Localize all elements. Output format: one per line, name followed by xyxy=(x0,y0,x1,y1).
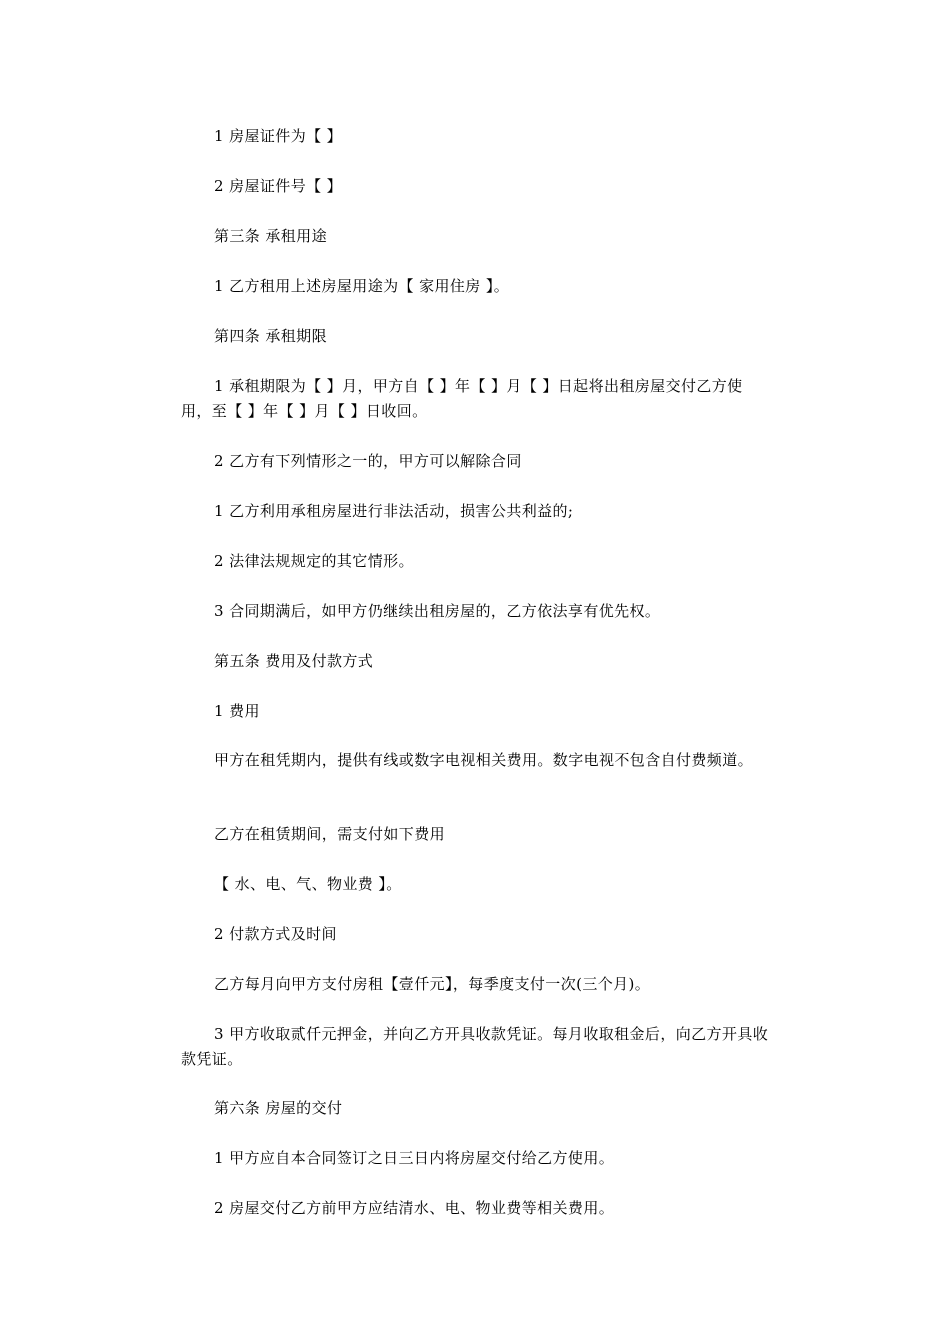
clause-line: 2 付款方式及时间 xyxy=(214,925,337,943)
article-heading: 第四条 承租期限 xyxy=(214,327,327,345)
clause-line: 【 水、电、气、物业费 】。 xyxy=(214,875,402,893)
article-heading: 第三条 承租用途 xyxy=(214,227,327,245)
clause-line: 1 房屋证件为【 】 xyxy=(214,127,343,145)
clause-line: 2 乙方有下列情形之一的，甲方可以解除合同 xyxy=(214,452,522,470)
article-heading: 第六条 房屋的交付 xyxy=(214,1099,343,1117)
clause-line: 甲方在租凭期内，提供有线或数字电视相关费用。数字电视不包含自付费频道。 xyxy=(214,751,754,769)
clause-line: 1 乙方租用上述房屋用途为【 家用住房 】。 xyxy=(214,277,510,295)
clause-line: 乙方在租赁期间，需支付如下费用 xyxy=(214,825,446,843)
clause-line: 1 费用 xyxy=(214,702,260,720)
clause-line: 2 房屋交付乙方前甲方应结清水、电、物业费等相关费用。 xyxy=(214,1199,615,1217)
clause-line: 1 乙方利用承租房屋进行非法活动，损害公共利益的; xyxy=(214,502,574,520)
clause-line: 3 合同期满后，如甲方仍继续出租房屋的，乙方依法享有优先权。 xyxy=(214,602,661,620)
article-heading: 第五条 费用及付款方式 xyxy=(214,652,374,670)
clause-line: 3 甲方收取贰仟元押金，并向乙方开具收款凭证。每月收取租金后，向乙方开具收款凭证。 xyxy=(181,1025,769,1068)
clause-line: 1 甲方应自本合同签订之日三日内将房屋交付给乙方使用。 xyxy=(214,1149,615,1167)
clause-line: 2 房屋证件号【 】 xyxy=(214,177,343,195)
clause-line: 乙方每月向甲方支付房租【壹仟元】，每季度支付一次(三个月)。 xyxy=(214,975,651,993)
clause-line: 1 承租期限为【 】月，甲方自【 】年【 】月【 】日起将出租房屋交付乙方使用，至【 】年【 】月【 】日收回。 xyxy=(181,377,743,420)
clause-line: 2 法律法规规定的其它情形。 xyxy=(214,552,414,570)
